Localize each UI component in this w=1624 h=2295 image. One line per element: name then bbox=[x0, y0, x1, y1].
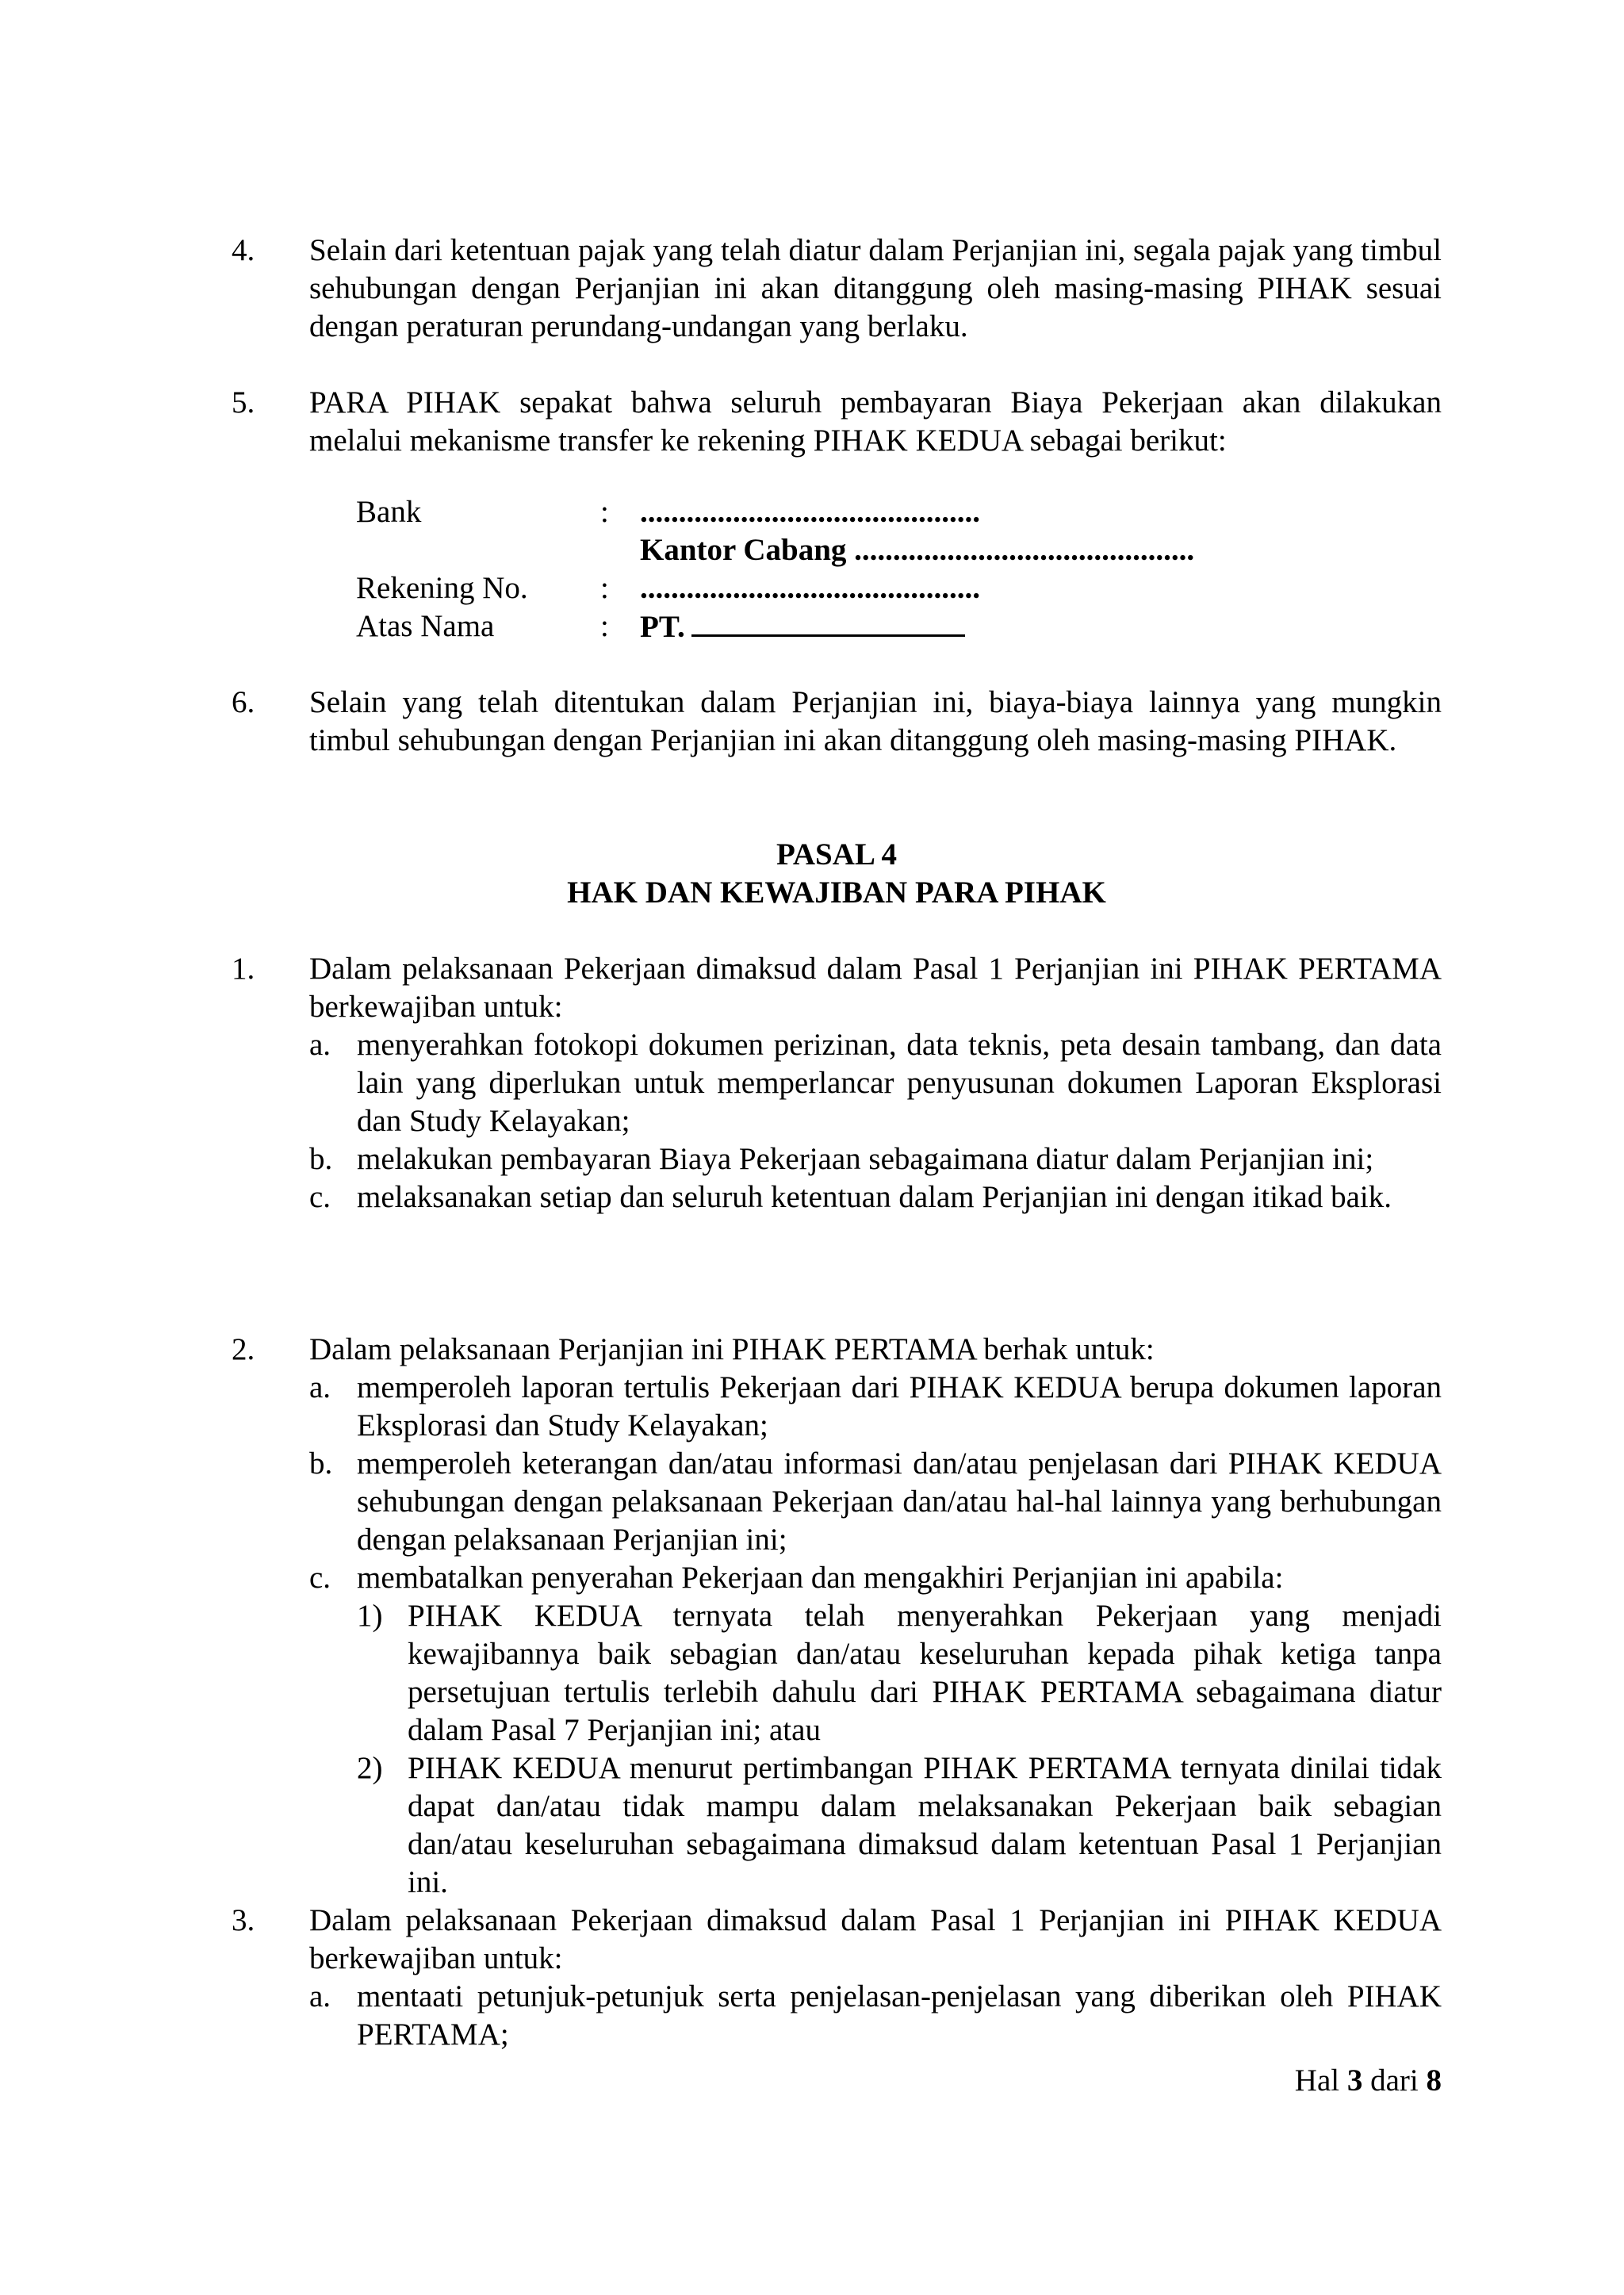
sub-text: memperoleh keterangan dan/atau informasi dan/atau penjelasan dari PIHAK KEDUA sehubungan dengan pelaksanaan Pekerjaan dan/atau hal-hal lainnya yang berhubungan dengan pelaksanaan Perjanjian ini; bbox=[357, 1446, 1442, 1557]
item-text: Dalam pelaksanaan Pekerjaan dimaksud dalam Pasal 1 Perjanjian ini PIHAK PERTAMA berkewajiban untuk: bbox=[309, 952, 1442, 1024]
pasal4-item-2 bbox=[232, 1331, 1442, 1902]
item-text: Selain yang telah ditentukan dalam Perjanjian ini, biaya-biaya lainnya yang mungkin timbul sehubungan dengan Perjanjian ini akan ditanggung oleh masing-masing PIHAK. bbox=[309, 685, 1442, 757]
sub-item bbox=[309, 1559, 1442, 1902]
sub-sub-item bbox=[357, 1749, 1442, 1902]
footer-prefix: Hal bbox=[1294, 2063, 1340, 2098]
name-value: PT. bbox=[640, 610, 685, 644]
clause-item-5 bbox=[232, 384, 1442, 460]
section-title: HAK DAN KEWAJIBAN PARA PIHAK bbox=[567, 875, 1106, 910]
sub-text: membatalkan penyerahan Pekerjaan dan mengakhiri Perjanjian ini apabila: bbox=[357, 1561, 1284, 1595]
footer-page: 3 bbox=[1346, 2063, 1363, 2098]
footer-mid: dari bbox=[1370, 2063, 1419, 2098]
colon: : bbox=[600, 495, 609, 529]
clause-item-6 bbox=[232, 684, 1442, 760]
account-label: Rekening No. bbox=[356, 571, 528, 605]
sub-sub-item bbox=[357, 1597, 1442, 1749]
pasal4-item-3 bbox=[232, 1902, 1442, 2054]
sub-text: melaksanakan setiap dan seluruh ketentuan dalam Perjanjian ini dengan itikad baik. bbox=[357, 1180, 1392, 1214]
item-number: 1. bbox=[232, 952, 255, 986]
sub-text: mentaati petunjuk-petunjuk serta penjelasan-penjelasan yang diberikan oleh PIHAK PERTAMA; bbox=[357, 1979, 1442, 2052]
item-text: Dalam pelaksanaan Perjanjian ini PIHAK PERTAMA berhak untuk: bbox=[309, 1332, 1155, 1366]
sub-letter: c. bbox=[309, 1180, 331, 1214]
sub-text: memperoleh laporan tertulis Pekerjaan dari PIHAK KEDUA berupa dokumen laporan Eksplorasi dan Study Kelayakan; bbox=[357, 1370, 1442, 1443]
sub-item bbox=[309, 1026, 1442, 1140]
blank-line bbox=[691, 607, 965, 637]
sub-item bbox=[309, 1369, 1442, 1445]
pasal4-item-1 bbox=[232, 950, 1442, 1216]
sub-sub-text: PIHAK KEDUA ternyata telah menyerahkan Pekerjaan yang menjadi kewajibannya baik sebagian dan/atau keseluruhan kepada pihak ketiga tanpa persetujuan tertulis terlebih dahulu dari PIHAK PERTAMA sebagaimana diatur dalam Pasal 7 Perjanjian ini; atau bbox=[408, 1599, 1442, 1747]
sub-item bbox=[309, 1978, 1442, 2054]
sub-letter: a. bbox=[309, 1028, 331, 1062]
bank-details bbox=[356, 493, 1387, 646]
name-label: Atas Nama bbox=[356, 609, 495, 643]
section-heading bbox=[232, 836, 1442, 912]
item-number: 6. bbox=[232, 685, 255, 719]
sub-sub-number: 2) bbox=[357, 1751, 383, 1785]
item-number: 2. bbox=[232, 1332, 255, 1366]
sub-sub-text: PIHAK KEDUA menurut pertimbangan PIHAK PERTAMA ternyata dinilai tidak dapat dan/atau tidak mampu dalam melaksanakan Pekerjaan baik sebagian dan/atau keseluruhan sebagaimana dimaksud dalam ketentuan Pasal 1 Perjanjian ini. bbox=[408, 1751, 1442, 1899]
item-number: 5. bbox=[232, 385, 255, 420]
sub-letter: b. bbox=[309, 1142, 333, 1176]
footer-total: 8 bbox=[1426, 2063, 1442, 2098]
item-text: Selain dari ketentuan pajak yang telah diatur dalam Perjanjian ini, segala pajak yang timbul sehubungan dengan Perjanjian ini akan ditanggung oleh masing-masing PIHAK sesuai dengan peraturan perundang-undangan yang berlaku. bbox=[309, 233, 1442, 343]
sub-sub-number: 1) bbox=[357, 1599, 383, 1633]
item-text: PARA PIHAK sepakat bahwa seluruh pembayaran Biaya Pekerjaan akan dilakukan melalui mekanisme transfer ke rekening PIHAK KEDUA sebagai berikut: bbox=[309, 385, 1442, 458]
page-footer bbox=[1295, 2062, 1442, 2100]
sub-item bbox=[309, 1178, 1442, 1216]
sub-item bbox=[309, 1445, 1442, 1559]
section-number: PASAL 4 bbox=[776, 837, 898, 872]
sub-letter: a. bbox=[309, 1979, 331, 2013]
colon: : bbox=[600, 571, 609, 605]
sub-item bbox=[309, 1140, 1442, 1178]
account-row bbox=[356, 569, 1387, 607]
sub-letter: b. bbox=[309, 1446, 333, 1481]
sub-text: melakukan pembayaran Biaya Pekerjaan sebagaimana diatur dalam Perjanjian ini; bbox=[357, 1142, 1374, 1176]
colon: : bbox=[600, 609, 609, 643]
item-number: 3. bbox=[232, 1903, 255, 1937]
item-text: Dalam pelaksanaan Pekerjaan dimaksud dalam Pasal 1 Perjanjian ini PIHAK KEDUA berkewajiban untuk: bbox=[309, 1903, 1442, 1975]
branch-row bbox=[356, 531, 1387, 569]
sub-letter: a. bbox=[309, 1370, 331, 1404]
sub-letter: c. bbox=[309, 1561, 331, 1595]
clause-item-4 bbox=[232, 232, 1442, 346]
name-row bbox=[356, 607, 1387, 646]
bank-label: Bank bbox=[356, 495, 422, 529]
bank-value: ............................................ bbox=[640, 495, 980, 529]
sub-text: menyerahkan fotokopi dokumen perizinan, data teknis, peta desain tambang, dan data lain yang diperlukan untuk memperlancar penyusunan dokumen Laporan Eksplorasi dan Study Kelayakan; bbox=[357, 1028, 1442, 1138]
item-number: 4. bbox=[232, 233, 255, 267]
account-value: ............................................ bbox=[640, 571, 980, 605]
name-value-wrap bbox=[640, 607, 965, 646]
bank-row bbox=[356, 493, 1387, 531]
branch-value: Kantor Cabang ............................................ bbox=[640, 533, 1195, 567]
